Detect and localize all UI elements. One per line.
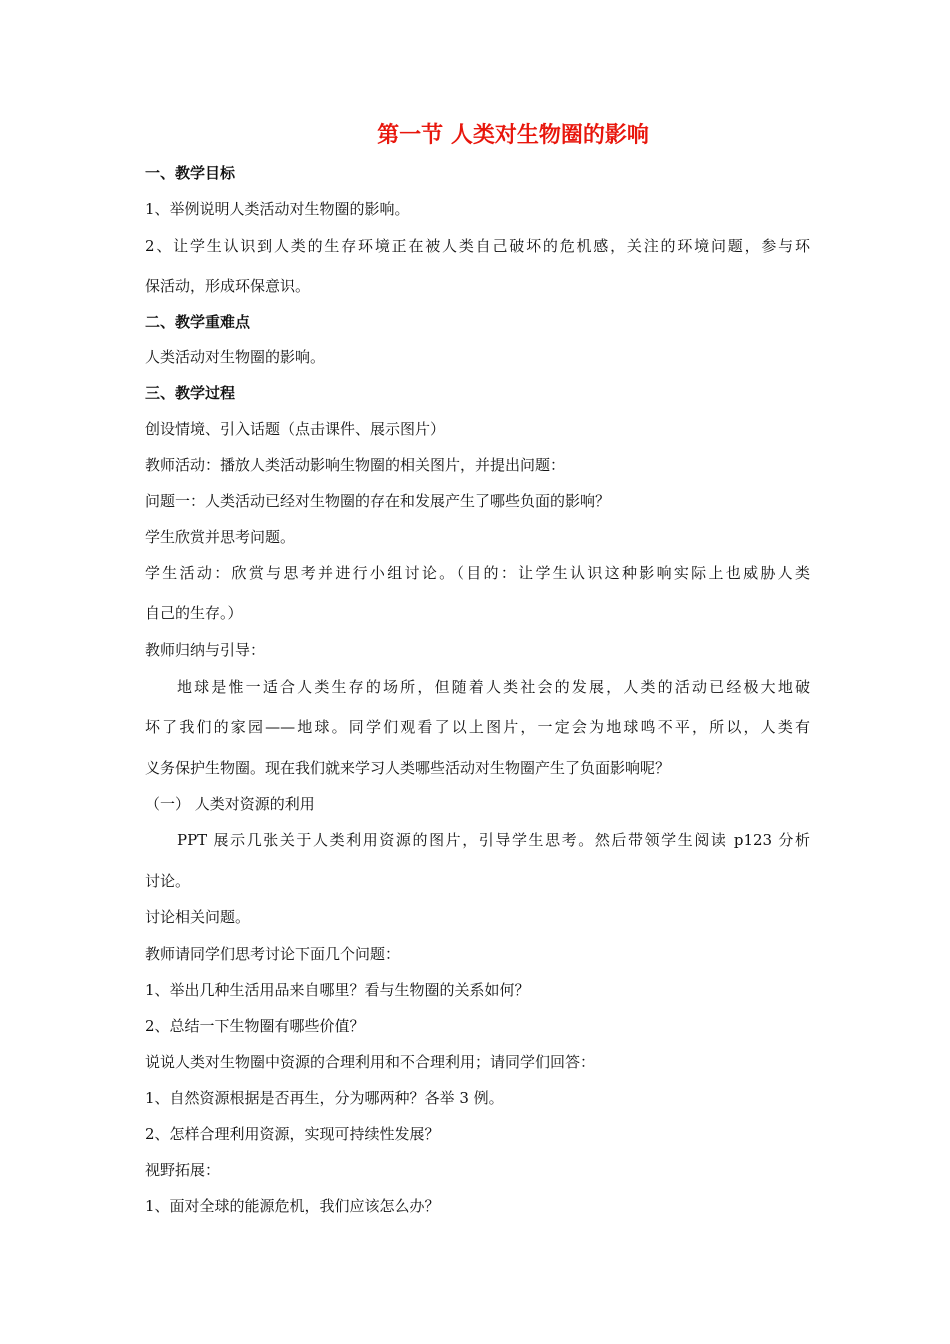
- paragraph-line: 地球是惟一适合人类生存的场所，但随着人类社会的发展，人类的活动已经极大地破: [177, 678, 810, 696]
- paragraph-line: 2、总结一下生物圈有哪些价值？: [145, 1017, 365, 1035]
- paragraph-line: 说说人类对生物圈中资源的合理利用和不合理利用；请同学们回答：: [145, 1053, 596, 1071]
- heading-key-points: 二、教学重难点: [145, 313, 251, 331]
- heading-teaching-process: 三、教学过程: [145, 384, 236, 402]
- paragraph-line: 创设情境、引入话题（点击课件、展示图片）: [145, 420, 446, 438]
- paragraph-line: 讨论。: [145, 872, 191, 890]
- heading-teaching-goals: 一、教学目标: [145, 164, 236, 182]
- paragraph-line: 学生欣赏并思考问题。: [145, 528, 296, 546]
- paragraph-line: 1、自然资源根据是否再生，分为哪两种？各举 3 例。: [145, 1089, 504, 1107]
- goal-item-1: 1、举例说明人类活动对生物圈的影响。: [145, 200, 410, 218]
- subsection-heading: （一） 人类对资源的利用: [145, 795, 315, 813]
- paragraph-line: 视野拓展：: [145, 1161, 221, 1179]
- paragraph-line: 教师活动：播放人类活动影响生物圈的相关图片，并提出问题：: [145, 456, 566, 474]
- paragraph-line: 教师请同学们思考讨论下面几个问题：: [145, 945, 401, 963]
- paragraph-line: 2、怎样合理利用资源，实现可持续性发展？: [145, 1125, 440, 1143]
- paragraph-line: 自己的生存。）: [145, 604, 243, 622]
- paragraph-line: 1、面对全球的能源危机，我们应该怎么办？: [145, 1197, 440, 1215]
- document-title: 第一节 人类对生物圈的影响: [377, 123, 649, 148]
- paragraph-line: 教师归纳与引导：: [145, 641, 266, 659]
- paragraph-line: 学生活动：欣赏与思考并进行小组讨论。（目的：让学生认识这种影响实际上也威胁人类: [145, 564, 810, 582]
- paragraph-line: 问题一：人类活动已经对生物圈的存在和发展产生了哪些负面的影响？: [145, 492, 611, 510]
- goal-item-2: 2、让学生认识到人类的生存环境正在被人类自己破坏的危机感，关注的环境问题，参与环: [145, 237, 810, 255]
- key-points-text: 人类活动对生物圈的影响。: [145, 348, 326, 366]
- paragraph-line: PPT 展示几张关于人类利用资源的图片，引导学生思考。然后带领学生阅读 p123 分析: [177, 831, 810, 849]
- paragraph-line: 1、举出几种生活用品来自哪里？看与生物圈的关系如何？: [145, 981, 530, 999]
- paragraph-line: 义务保护生物圈。现在我们就来学习人类哪些活动对生物圈产生了负面影响呢？: [145, 759, 671, 777]
- paragraph-line: 讨论相关问题。: [145, 908, 251, 926]
- goal-item-2-continued: 保活动，形成环保意识。: [145, 277, 311, 295]
- paragraph-line: 坏了我们的家园——地球。同学们观看了以上图片，一定会为地球鸣不平，所以，人类有: [145, 718, 810, 736]
